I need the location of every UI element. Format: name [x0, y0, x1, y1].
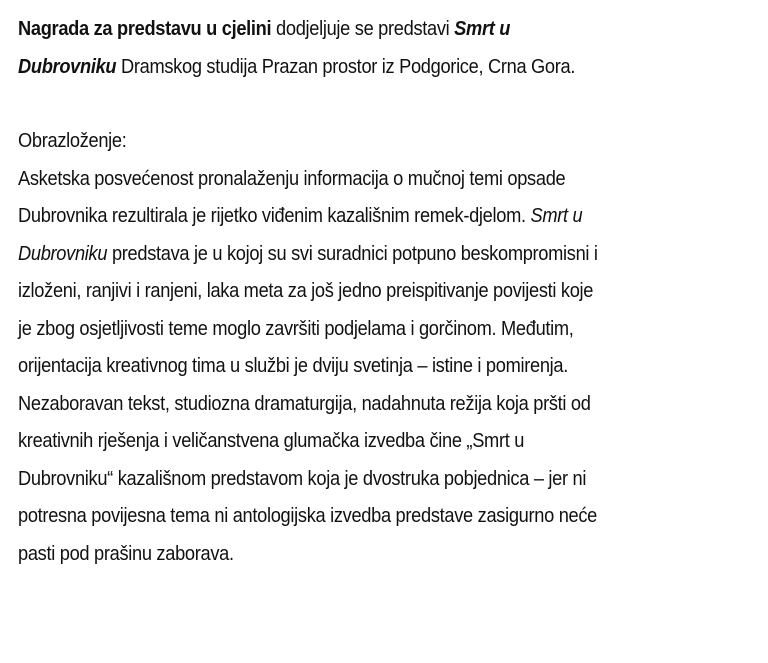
rationale-line-11: pasti pod prašinu zaborava. [18, 541, 234, 565]
rationale-line-7: Nezaboravan tekst, studiozna dramaturgija, nadahnuta režija koja pršti od [18, 391, 591, 415]
document-body [18, 10, 763, 572]
rationale-italic-title-2: Dubrovniku [18, 241, 108, 265]
award-text-2: Dramskog studija Prazan prostor iz Podgorice, Crna Gora. [116, 54, 576, 78]
rationale-paragraph [18, 122, 761, 572]
rationale-line-2-text: Dubrovnika rezultirala je rijetko viđenim kazališnim remek-djelom. [18, 204, 531, 227]
award-paragraph [18, 10, 761, 85]
rationale-line-10: potresna povijesna tema ni antologijska izvedba predstave zasigurno neće [18, 504, 598, 527]
play-title-part1: Smrt u [454, 17, 511, 40]
rationale-line-9: Dubrovniku“ kazališnom predstavom koja je dvostruka pobjednica – jer ni [18, 466, 587, 490]
paragraph-gap [18, 85, 763, 122]
award-line-1 [18, 10, 761, 48]
rationale-heading: Obrazloženje: [18, 129, 127, 152]
rationale-italic-title-1: Smrt u [530, 204, 583, 227]
rationale-line-3 [18, 235, 761, 273]
play-title-part2: Dubrovniku [18, 54, 117, 78]
rationale-line-5: je zbog osjetljivosti teme moglo završiti podjelama i gorčinom. Međutim, [18, 316, 574, 340]
award-line-2 [18, 48, 761, 86]
award-title: Nagrada za predstavu u cjelini [18, 17, 272, 40]
rationale-line-6: orijentacija kreativnog tima u službi je dviju svetinja – istine i pomirenja. [18, 354, 569, 377]
award-text-1: dodjeljuje se predstavi [271, 17, 455, 40]
rationale-line-3-text: predstava je u kojoj su svi suradnici potpuno beskompromisni i [107, 241, 598, 265]
rationale-line-2 [18, 197, 761, 235]
rationale-line-4: izloženi, ranjivi i ranjeni, laka meta za još jedno preispitivanje povijesti koje [18, 279, 594, 302]
rationale-line-1: Asketska posvećenost pronalaženju informacija o mučnoj temi opsade [18, 166, 566, 190]
rationale-line-8: kreativnih rješenja i veličanstvena glumačka izvedba čine „Smrt u [18, 429, 525, 452]
